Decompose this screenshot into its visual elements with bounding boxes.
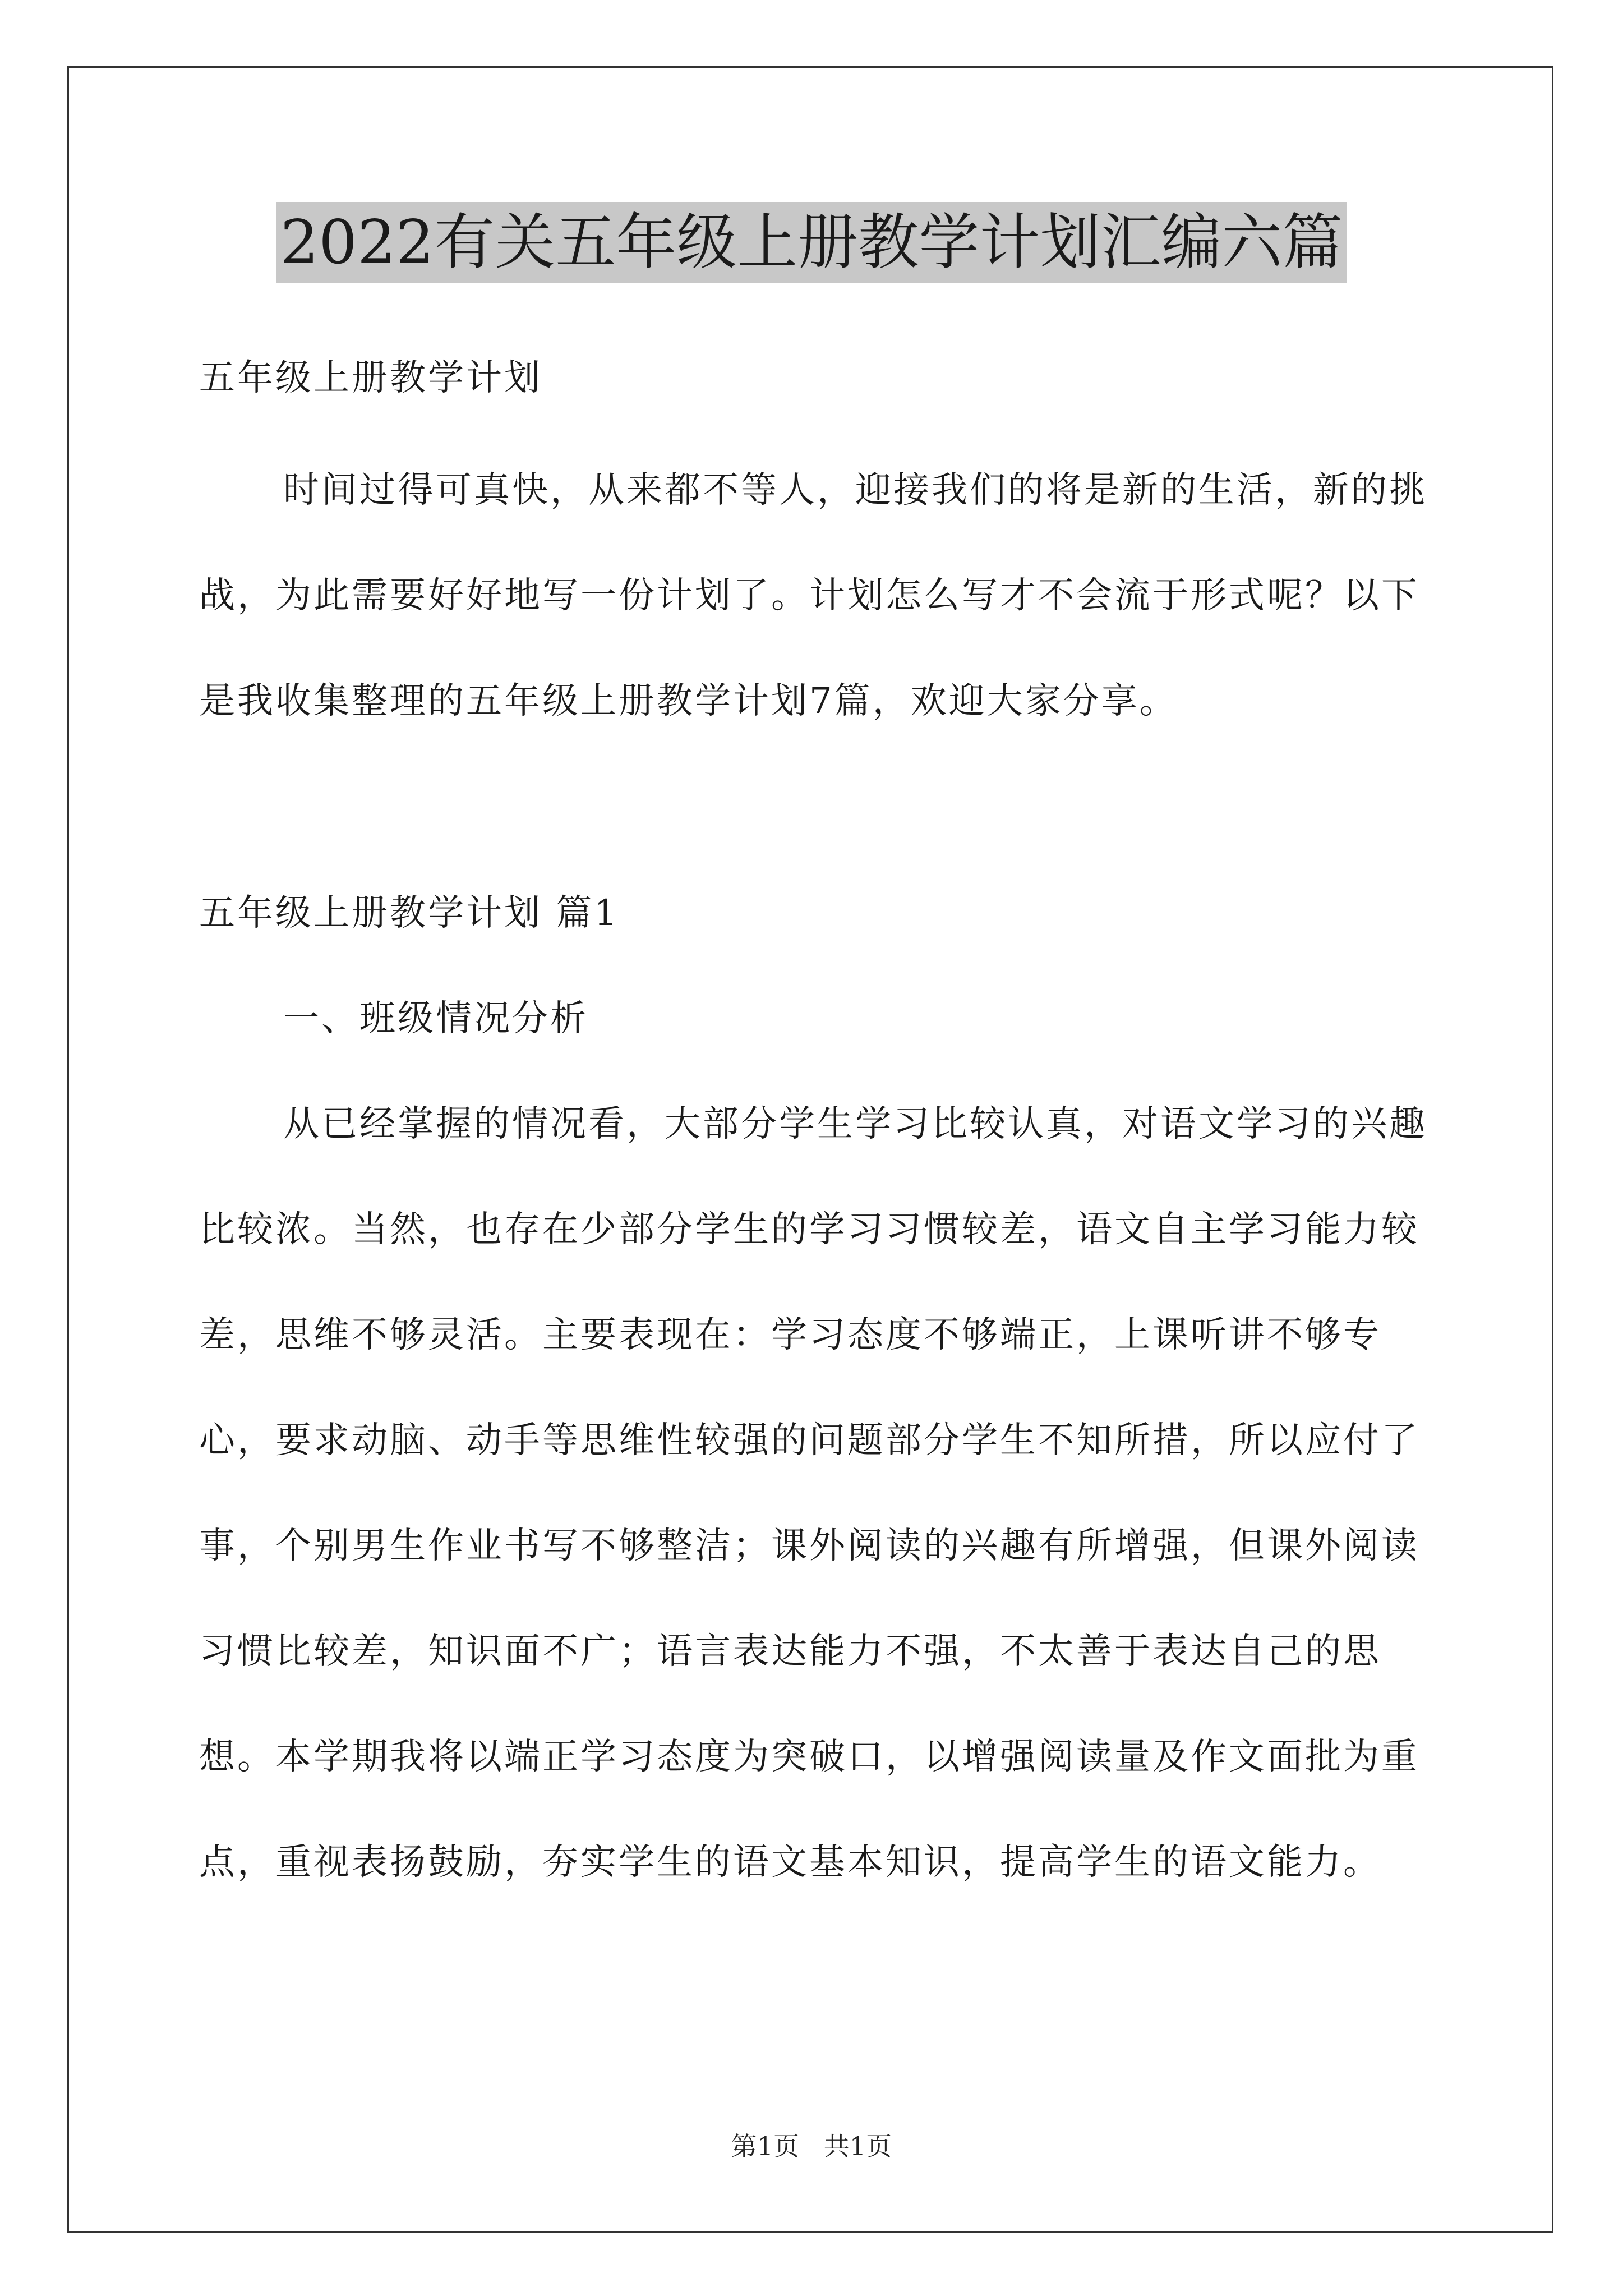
section-heading: 五年级上册教学计划 [199, 357, 542, 399]
body-paragraph: 从已经掌握的情况看，大部分学生学习比较认真，对语文学习的兴趣比较浓。当然，也存在少部分学生的学习习惯较差，语文自主学习能力较差，思维不够灵活。主要表现在：学习态度不够端正，上课听讲不够专心，要求动脑、动手等思维性较强的问题部分学生不知所措，所以应付了事，个别男生作业书写不够整洁；课外阅读的兴趣有所增强，但课外阅读习惯比较差，知识面不广；语言表达能力不强，不太善于表达自己的思想。本学期我将以端正学习态度为突破口，以增强阅读量及作文面批为重点，重视表扬鼓励，夯实学生的语文基本知识，提高学生的语文能力。 [199, 1103, 1427, 1883]
piece-heading: 五年级上册教学计划 篇1 [199, 892, 620, 934]
title-container [0, 202, 1623, 283]
intro-paragraph: 时间过得可真快，从来都不等人，迎接我们的将是新的生活，新的挑战，为此需要好好地写一份计划了。计划怎么写才不会流于形式呢？以下是我收集整理的五年级上册教学计划7篇，欢迎大家分享。 [199, 470, 1427, 722]
subheading: 一、班级情况分析 [283, 998, 588, 1039]
document-title: 2022有关五年级上册教学计划汇编六篇 [276, 202, 1348, 283]
page-footer: 第1页 共1页 [731, 2131, 892, 2161]
